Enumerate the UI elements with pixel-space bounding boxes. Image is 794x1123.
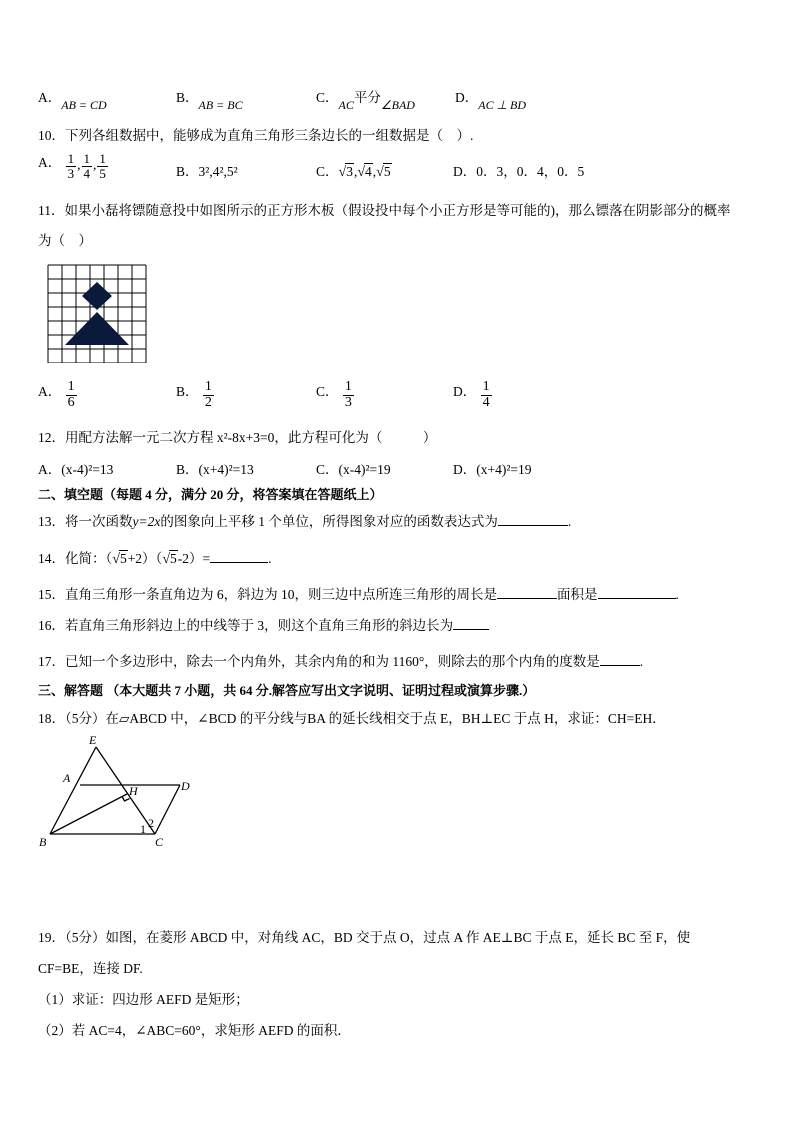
q17: 17．已知一个多边形中，除去一个内角外，其余内角的和为 1160°，则除去的那个内角的度数是 . bbox=[38, 654, 644, 669]
q14: 14．化简：（√5+2）（√5-2）= . bbox=[38, 551, 272, 567]
section3-heading: 三、解答题 （本大题共 7 小题，共 64 分.解答应写出文字说明、证明过程或演算步骤.） bbox=[38, 683, 536, 698]
answer-blank[interactable] bbox=[497, 598, 557, 599]
q9-option-c: C．AC平分∠BAD bbox=[316, 90, 415, 112]
q18-stem: 18．（5分）在▱ABCD 中，∠BCD 的平分线与BA 的延长线相交于点 E，BH⊥EC 于点 H，求证：CH=EH． bbox=[38, 711, 666, 726]
q18-parallelogram-figure bbox=[36, 730, 196, 854]
q9-option-d: D．AC ⊥ BD bbox=[455, 90, 527, 112]
label-a: A bbox=[63, 771, 71, 785]
shaded-diamond bbox=[82, 282, 112, 310]
label-d: D bbox=[181, 779, 190, 793]
q15: 15．直角三角形一条直角边为 6，斜边为 10，则三边中点所连三角形的周长是 面积是 . bbox=[38, 587, 679, 602]
q10-option-a: A． $\frac{1}{3}$ , $\frac{1}{4}$ , $\frac{1}{5}$ bbox=[38, 151, 106, 181]
q11-grid-figure bbox=[46, 263, 148, 363]
segment-be bbox=[50, 747, 96, 834]
answer-blank[interactable] bbox=[598, 598, 676, 599]
q11-option-d: D． $\frac{1}{4}$ bbox=[453, 379, 490, 410]
label-b: B bbox=[39, 835, 47, 849]
answer-blank[interactable] bbox=[210, 562, 268, 563]
q12-option-a: A．(x-4)²=13 bbox=[38, 462, 114, 477]
fraction: $\frac{1}{3}$ bbox=[67, 151, 75, 181]
q19-part1: （1）求证：四边形 AEFD 是矩形； bbox=[38, 992, 249, 1007]
answer-blank[interactable] bbox=[453, 629, 489, 630]
q16: 16．若直角三角形斜边上的中线等于 3，则这个直角三角形的斜边长为 bbox=[38, 614, 489, 634]
q12-option-c: C．(x-4)²=19 bbox=[316, 462, 391, 477]
q10-option-d: D．0．3，0．4，0．5 bbox=[453, 164, 585, 179]
answer-blank[interactable] bbox=[498, 525, 568, 526]
shaded-triangle bbox=[65, 312, 129, 345]
q11-stem-line1: 11．如果小磊将镖随意投中如图所示的正方形木板（假设投中每个小正方形是等可能的)，那么镖落在阴影部分的概率 bbox=[38, 203, 731, 218]
q11-stem-line2: 为（ ） bbox=[38, 233, 92, 248]
fraction: $\frac{1}{5}$ bbox=[99, 151, 106, 181]
q11-option-a: A． $\frac{1}{6}$ bbox=[38, 379, 75, 410]
section2-heading: 二、填空题（每题 4 分，满分 20 分，将答案填在答题纸上） bbox=[38, 487, 383, 502]
q11-option-b: B． $\frac{1}{2}$ bbox=[176, 379, 212, 410]
answer-blank[interactable] bbox=[600, 665, 640, 666]
q12-stem: 12．用配方法解一元二次方程 x²-8x+3=0，此方程可化为（ ） bbox=[38, 430, 437, 445]
segment-ec bbox=[96, 747, 155, 834]
q10-option-c: C．√3,√4,√5 bbox=[316, 164, 391, 180]
label-h: H bbox=[129, 784, 138, 798]
q9-option-a: A．AB = CD bbox=[38, 90, 107, 112]
angle-1-label: 1 bbox=[140, 822, 146, 836]
q19-line1: 19．（5分）如图，在菱形 ABCD 中，对角线 AC，BD 交于点 O，过点 A 作 AE⊥BC 于点 E，延长 BC 至 F，使 bbox=[38, 930, 691, 945]
q12-option-d: D．(x+4)²=19 bbox=[453, 462, 532, 477]
q12-option-b: B．(x+4)²=13 bbox=[176, 462, 254, 477]
angle-2-label: 2 bbox=[148, 816, 154, 830]
q11-option-c: C． $\frac{1}{3}$ bbox=[316, 379, 352, 410]
q10-option-b: B．3²,4²,5² bbox=[176, 164, 238, 179]
q9-option-b: B．AB = BC bbox=[176, 90, 243, 112]
segment-dc bbox=[155, 785, 180, 834]
q10-stem: 10．下列各组数据中，能够成为直角三角形三条边长的一组数据是（ ）. bbox=[38, 128, 474, 143]
fraction: $\frac{1}{4}$ bbox=[83, 151, 90, 181]
q19-line2: CF=BE，连接 DF. bbox=[38, 961, 143, 976]
q13: 13．将一次函数y=2x的图象向上平移 1 个单位，所得图象对应的函数表达式为 . bbox=[38, 514, 572, 529]
label-c: C bbox=[155, 835, 164, 849]
label-e: E bbox=[89, 733, 97, 747]
segment-bh bbox=[50, 794, 127, 834]
q19-part2: （2）若 AC=4，∠ABC=60°，求矩形 AEFD 的面积． bbox=[38, 1023, 351, 1038]
